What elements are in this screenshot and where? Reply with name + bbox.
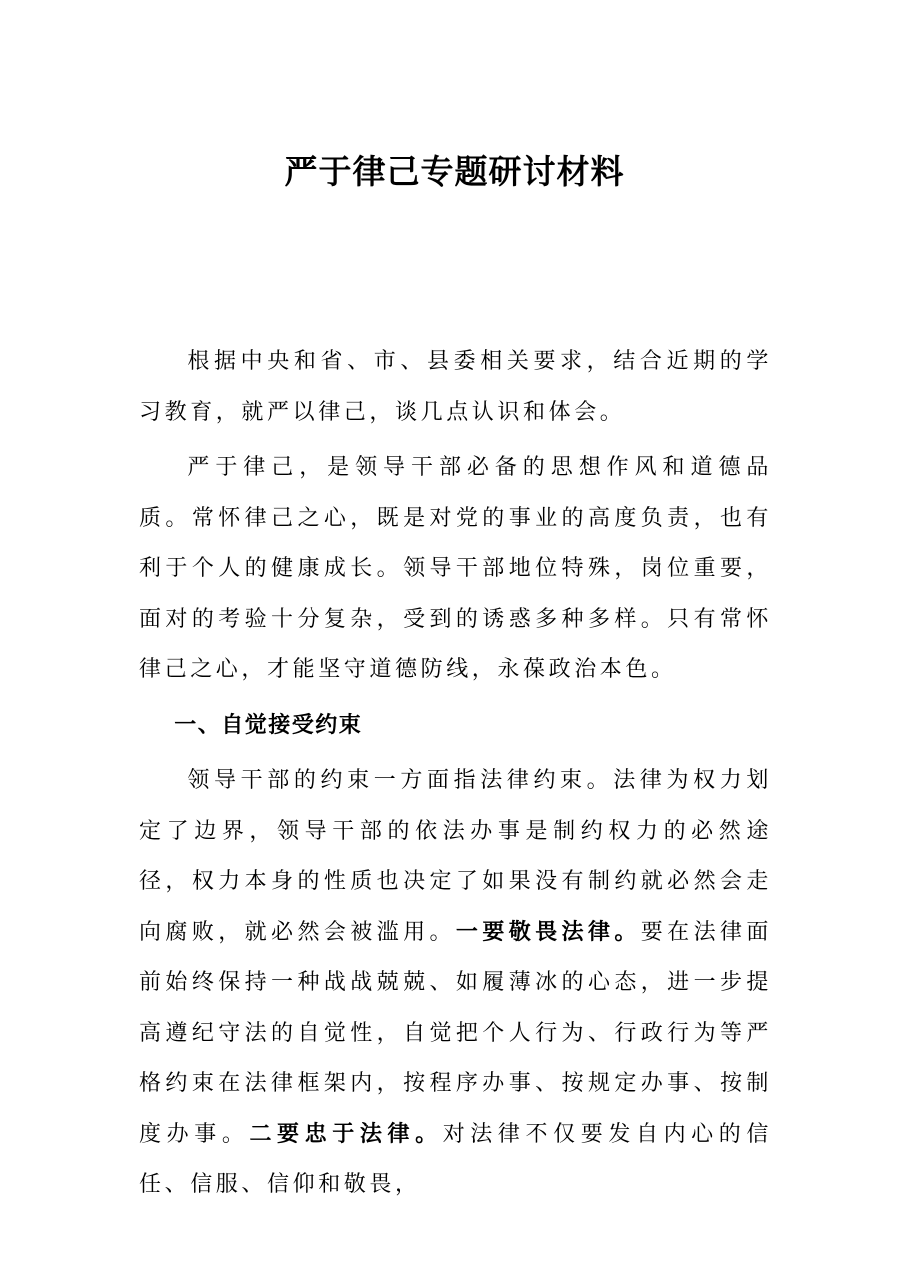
section-1-text-c: 对法律不仅要发自内心的信任、信服、信仰和敬畏， xyxy=(139,1121,772,1197)
section-1-paragraph xyxy=(139,756,772,1211)
section-heading-1: 一、自觉接受约束 xyxy=(174,712,363,738)
document-body xyxy=(139,337,772,1211)
document-title: 严于律己专题研讨材料 xyxy=(284,152,625,191)
section-1-text-b: 要在法律面前始终保持一种战战兢兢、如履薄冰的心态，进一步提高遵纪守法的自觉性，自觉把个人行为、行政行为等严格约束在法律框架内，按程序办事、按规定办事、按制度办事。 xyxy=(139,919,772,1147)
intro-paragraph: 根据中央和省、市、县委相关要求，结合近期的学习教育，就严以律己，谈几点认识和体会。 xyxy=(139,349,772,425)
emphasis-respect-law: 一要敬畏法律。 xyxy=(455,919,641,945)
emphasis-loyal-to-law: 二要忠于法律。 xyxy=(249,1121,443,1147)
paragraph-self-discipline: 严于律己，是领导干部必备的思想作风和道德品质。常怀律己之心，既是对党的事业的高度负责，也有利于个人的健康成长。领导干部地位特殊，岗位重要，面对的考验十分复杂，受到的诱惑多种多样。只有常怀律己之心，才能坚守道德防线，永葆政治本色。 xyxy=(139,455,772,682)
section-1-text-a: 领导干部的约束一方面指法律约束。法律为权力划定了边界，领导干部的依法办事是制约权力的必然途径，权力本身的性质也决定了如果没有制约就必然会走向腐败，就必然会被滥用。 xyxy=(139,768,772,945)
